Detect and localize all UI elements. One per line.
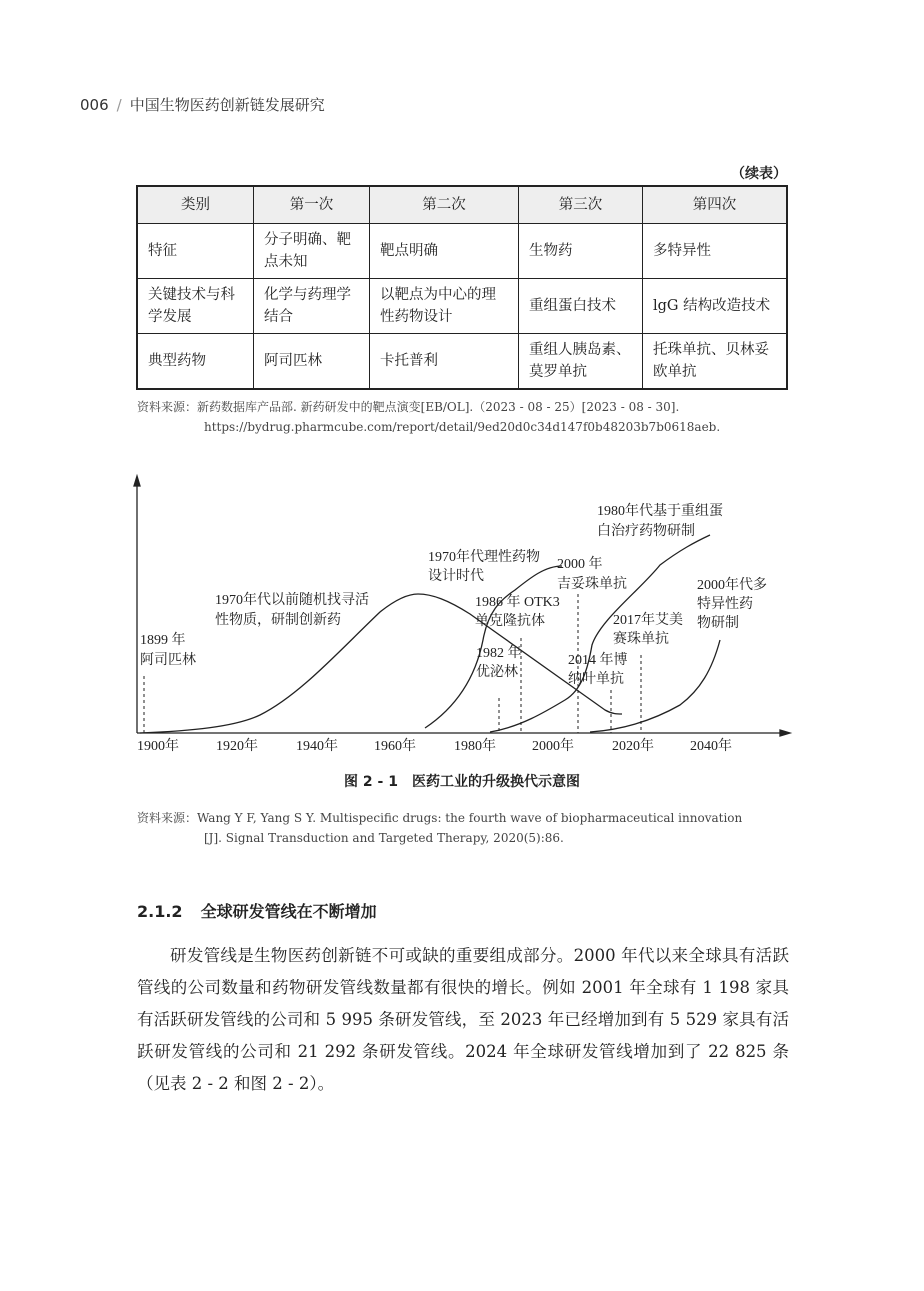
section-title: 全球研发管线在不断增加 [200, 902, 377, 921]
annotation-otk3: 1986 年 OTK3 [475, 595, 560, 610]
annotation-aspirin: 1899 年 [140, 633, 186, 648]
x-tick-label: 2020年 [612, 739, 654, 754]
annotation-gemtuzumab: 吉妥珠单抗 [557, 577, 627, 592]
figure-caption: 图 2 - 1 医药工业的升级换代示意图 [344, 774, 580, 790]
annotation-gemtuzumab: 2000 年 [557, 557, 603, 572]
x-tick-label: 2040年 [690, 739, 732, 754]
continued-label: （续表） [731, 166, 787, 182]
annotation-blinatumomab: 2014 年博 [568, 653, 628, 668]
table-source-line1: 资料来源：新药数据库产品部. 新药研发中的靶点演变[EB/OL].（2023 - 08 - 25）[2023 - 08 - 30]. [137, 400, 680, 414]
x-tick-label: 1960年 [374, 739, 416, 754]
table-cell: 特征 [137, 224, 254, 279]
page-number: 006 [80, 96, 109, 114]
annotation-random: 性物质，研制创新药 [215, 613, 341, 628]
table-header: 第二次 [370, 186, 519, 224]
table-cell: 化学与药理学结合 [254, 279, 370, 334]
table-cell: 重组人胰岛素、莫罗单抗 [519, 334, 643, 390]
annotation-multispecific: 2000年代多 [697, 578, 767, 593]
table-header: 第四次 [643, 186, 788, 224]
y-axis-arrow-icon [134, 476, 140, 486]
annotation-multispecific: 物研制 [697, 616, 739, 631]
section-heading [137, 899, 377, 922]
header-separator: / [116, 96, 122, 114]
x-tick-label: 2000年 [532, 739, 574, 754]
table-cell: 以靶点为中心的理性药物设计 [370, 279, 519, 334]
figure-source-line2: [J]. Signal Transduction and Targeted Therapy, 2020(5):86. [204, 831, 564, 845]
table-cell: 阿司匹林 [254, 334, 370, 390]
table-cell: 典型药物 [137, 334, 254, 390]
table-header: 第三次 [519, 186, 643, 224]
x-tick-label: 1980年 [454, 739, 496, 754]
table-cell: 关键技术与科学发展 [137, 279, 254, 334]
x-tick-label: 1920年 [216, 739, 258, 754]
table-cell: 靶点明确 [370, 224, 519, 279]
table-header: 第一次 [254, 186, 370, 224]
annotation-otk3: 单克隆抗体 [475, 614, 545, 629]
table-cell: lgG 结构改造技术 [643, 279, 788, 334]
table-cell: 分子明确、靶点未知 [254, 224, 370, 279]
annotation-emicizumab: 2017年艾美 [613, 613, 683, 628]
x-tick-label: 1900年 [137, 739, 179, 754]
annotation-humulin: 1982 年 [476, 646, 522, 661]
annotation-blinatumomab: 纳叶单抗 [568, 672, 624, 687]
annotation-aspirin: 阿司匹林 [140, 653, 196, 668]
section-number: 2.1.2 [137, 902, 183, 921]
annotation-emicizumab: 赛珠单抗 [613, 632, 669, 647]
table-cell: 生物药 [519, 224, 643, 279]
annotation-recombinant: 1980年代基于重组蛋 [597, 504, 723, 519]
table-cell: 托珠单抗、贝林妥欧单抗 [643, 334, 788, 390]
figure-source-line1: 资料来源：Wang Y F, Yang S Y. Multispecific drugs: the fourth wave of biopharmaceutical innovation [137, 811, 743, 825]
x-tick-label: 1940年 [296, 739, 338, 754]
curve-first-wave [140, 594, 622, 733]
table-header: 类别 [137, 186, 254, 224]
book-title: 中国生物医药创新链发展研究 [129, 96, 325, 114]
annotation-random: 1970年代以前随机找寻活 [215, 593, 369, 608]
table-source-line2: https://bydrug.pharmcube.com/report/detail/9ed20d0c34d147f0b48203b7b0618aeb. [204, 420, 721, 434]
x-axis-arrow-icon [780, 730, 790, 736]
body-paragraph: 研发管线是生物医药创新链不可或缺的重要组成部分。2000 年代以来全球具有活跃管线的公司数量和药物研发管线数量都有很快的增长。例如 2001 年全球有 1 198 家具有活跃研发管线的公司和 5 995 条研发管线，至 2023 年已经增加到有 5 529 家具有活跃研发管线的公司和 21 292 条研发管线。2024 年全球研发管线增加到了 22 825 条（见表 2 - 2 和图 2 - 2）。 [137, 946, 789, 1093]
annotation-recombinant: 白治疗药物研制 [597, 524, 695, 539]
annotation-rational: 1970年代理性药物 [428, 550, 540, 565]
annotation-multispecific: 特异性药 [697, 597, 753, 612]
table-cell: 多特异性 [643, 224, 788, 279]
annotation-rational: 设计时代 [428, 569, 484, 584]
annotation-humulin: 优泌林 [476, 665, 518, 680]
table-cell: 卡托普利 [370, 334, 519, 390]
table-cell: 重组蛋白技术 [519, 279, 643, 334]
x-tick-labels [137, 737, 732, 754]
